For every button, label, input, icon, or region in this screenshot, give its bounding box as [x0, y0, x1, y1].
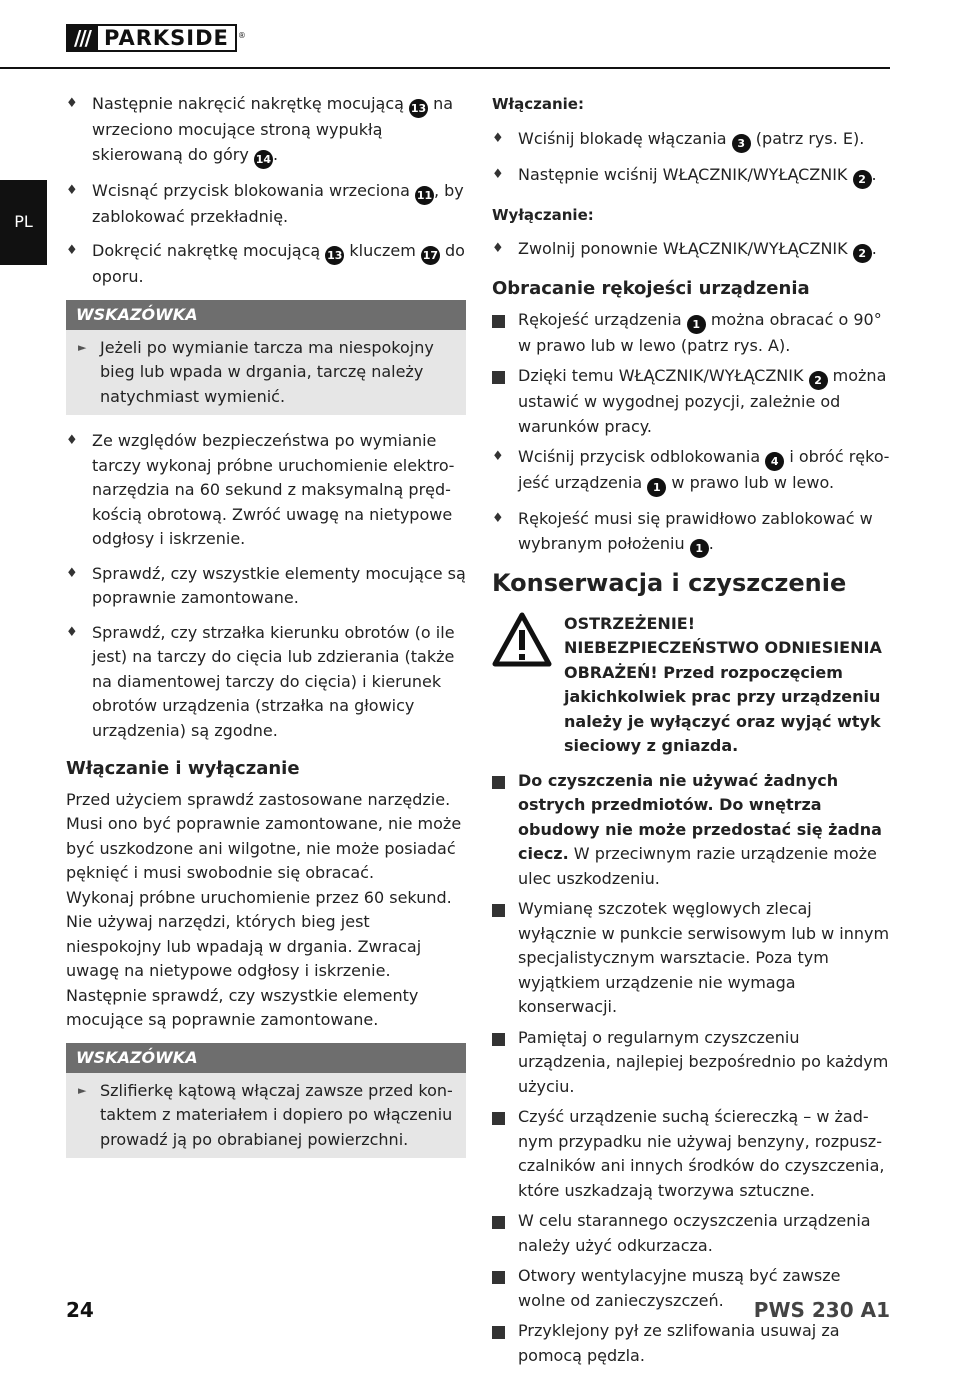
- list-item: Rękojeść urządzenia 1 można obracać o 90° w prawo lub w lewo (patrz rys. A).: [492, 308, 892, 359]
- list-item: ♦ Rękojeść musi się prawidłowo zablokować w wybranym położeniu 1 .: [492, 507, 892, 558]
- diamond-bullet-icon: ♦: [492, 241, 504, 256]
- section-heading: Włączanie i wyłączanie: [66, 758, 300, 779]
- note-text: Szlifierkę kątową włączaj zawsze przed kontaktem z materiałem i dopiero po włączeniu prowadź ją po obrabianej powierzchni.: [100, 1080, 453, 1149]
- list-item: ♦ Ze względów bezpieczeństwa po wymianie tarczy wykonaj próbne uruchomienie elektronarzędzia na 60 sekund z maksymalną prędkością obrotową. Zwróć uwagę na nietypowe odgłosy i iskrzenie.: [66, 431, 455, 548]
- left-column: [66, 92, 466, 1172]
- warning-triangle-icon: [492, 612, 552, 668]
- part-number-badge: 14: [254, 150, 273, 169]
- list-item: ♦ Wcisnąć przycisk blokowania wrzeciona 11 , by zablokować przekładnię.: [66, 180, 464, 226]
- square-bullet-icon: [492, 315, 505, 328]
- list-item: ♦ Wciśnij przycisk odblokowania 4 i obróć rękojeść urządzenia 1 w prawo lub w lewo.: [492, 445, 892, 497]
- diamond-bullet-icon: ♦: [492, 166, 504, 182]
- list-item: Przyklejony pył ze szlifowania usuwaj za pomocą pędzla.: [492, 1319, 892, 1368]
- chapter-heading: Konserwacja i czyszczenie: [492, 568, 847, 597]
- language-tab: [0, 180, 47, 265]
- subheading: Wyłączanie:: [492, 205, 594, 224]
- part-number-badge: 11: [415, 186, 434, 205]
- square-bullet-icon: [492, 904, 505, 917]
- paragraph: Wykonaj próbne uruchomienie przez 60 sekund. Nie używaj narzędzi, których bieg jest niespokojny lub wpadają w drgania. Zwracaj uwagę na nietypowe odgłosy i iskrzenie. Następnie sprawdź, czy wszystkie elementy mocujące są poprawnie zamontowane.: [66, 887, 452, 1029]
- model-name: PWS 230 A1: [753, 1298, 890, 1322]
- square-bullet-icon: [492, 371, 505, 384]
- square-bullet-icon: [492, 1326, 505, 1339]
- square-bullet-icon: [492, 1271, 505, 1284]
- square-bullet-icon: [492, 776, 505, 789]
- part-number-badge: 2: [809, 371, 828, 390]
- list-item: Wymianę szczotek węglowych zlecaj wyłącznie w punkcie serwisowym lub w innym specjalistycznym warsztacie. Poza tym wyjątkiem urządzenie nie wymaga konserwacji.: [492, 897, 892, 1020]
- diamond-bullet-icon: ♦: [66, 96, 78, 111]
- part-number-badge: 1: [690, 539, 709, 558]
- diamond-bullet-icon: ♦: [492, 511, 504, 526]
- list-item: W celu starannego oczyszczenia urządzenia należy użyć odkurzacza.: [492, 1209, 892, 1258]
- section-heading: Obracanie rękojeści urządzenia: [492, 278, 810, 299]
- warning-text: OSTRZEŻENIE! NIEBEZPIECZEŃSTWO ODNIESIENIA OBRAŻEŃ! Przed rozpoczęciem jakichkolwiek prac przy urządzeniu należy je wyłączyć oraz wyjąć wtyk sieciowy z gniazda.: [564, 613, 882, 755]
- language-code: PL: [14, 212, 33, 232]
- note-box: [66, 300, 466, 416]
- right-column: [492, 92, 892, 1374]
- part-number-badge: 2: [853, 244, 872, 263]
- logo-brand: PARKSIDE: [98, 24, 237, 52]
- diamond-bullet-icon: ♦: [492, 130, 504, 146]
- part-number-badge: 1: [647, 478, 666, 497]
- list-item: ♦ Sprawdź, czy wszystkie elementy mocujące są poprawnie zamontowane.: [66, 563, 466, 607]
- logo-registered: ®: [237, 31, 246, 40]
- paragraph: Przed użyciem sprawdź zastosowane narzędzie. Musi ono być poprawnie zamontowane, nie może być uszkodzone ani wilgotne, nie może posiadać pęknięć i musi swobodnie się obracać.: [66, 789, 462, 882]
- part-number-badge: 3: [732, 134, 751, 153]
- note-title: WSKAZÓWKA: [66, 1043, 466, 1073]
- triangle-right-icon: ►: [78, 1083, 87, 1097]
- square-bullet-icon: [492, 1033, 505, 1046]
- part-number-badge: 4: [765, 452, 784, 471]
- part-number-badge: 17: [421, 246, 440, 265]
- note-title: WSKAZÓWKA: [66, 300, 466, 330]
- subheading: Włączanie:: [492, 95, 584, 113]
- diamond-bullet-icon: ♦: [66, 243, 78, 258]
- list-item: ♦ Zwolnij ponownie WŁĄCZNIK/WYŁĄCZNIK 2 .: [492, 237, 892, 263]
- warning-block: [492, 612, 892, 759]
- list-item: Do czyszczenia nie używać żadnych ostrych przedmiotów. Do wnętrza obudowy nie może przedostać się żadna ciecz. W przeciwnym razie urządzenie może ulec uszkodzeniu.: [492, 769, 892, 892]
- list-item: ♦ Następnie wciśnij WŁĄCZNIK/WYŁĄCZNIK 2 .: [492, 163, 892, 189]
- square-bullet-icon: [492, 1216, 505, 1229]
- list-item: Pamiętaj o regularnym czyszczeniu urządzenia, najlepiej bezpośrednio po każdym użyciu.: [492, 1026, 892, 1100]
- diamond-bullet-icon: ♦: [66, 624, 78, 640]
- list-item: Dzięki temu WŁĄCZNIK/WYŁĄCZNIK 2 można ustawić w wygodnej pozycji, zależnie od warunków pracy.: [492, 364, 892, 439]
- list-item: Czyść urządzenie suchą ściereczką – w żadnym przypadku nie używaj benzyny, rozpuszczalników ani innych środków do czyszczenia, które uszkadzają tworzywa sztuczne.: [492, 1105, 892, 1203]
- list-item: Otwory wentylacyjne muszą być zawsze wolne od zanieczyszczeń.: [492, 1264, 892, 1313]
- page-number: 24: [66, 1298, 94, 1322]
- list-item: ♦ Dokręcić nakrętkę mocującą 13 kluczem 17 do oporu.: [66, 241, 465, 286]
- diamond-bullet-icon: ♦: [66, 182, 78, 198]
- logo-slashes: ///: [66, 24, 98, 52]
- header-rule: [0, 67, 890, 69]
- part-number-badge: 13: [409, 99, 428, 118]
- parkside-logo: [66, 24, 246, 52]
- list-item: ♦ Sprawdź, czy strzałka kierunku obrotów (o ile jest) na tarczy do cięcia lub zdzierania (także na diamentowej tarczy do cięcia) i kierunek obrotów urządzenia (strzałka na głowicy urządzenia) są zgodne.: [66, 622, 455, 740]
- part-number-badge: 13: [325, 246, 344, 265]
- list-item: ♦ Wciśnij blokadę włączania 3 (patrz rys. E).: [492, 127, 892, 153]
- diamond-bullet-icon: ♦: [492, 449, 504, 464]
- diamond-bullet-icon: ♦: [66, 565, 78, 581]
- triangle-right-icon: ►: [78, 340, 87, 354]
- part-number-badge: 1: [687, 315, 706, 334]
- part-number-badge: 2: [853, 170, 872, 189]
- list-item: ♦ Następnie nakręcić nakrętkę mocującą 13 na wrzeciono mocujące stroną wypukłą skierowaną do góry 14 .: [66, 92, 466, 169]
- note-text: Jeżeli po wymianie tarcza ma niespokojny bieg lub wpada w drgania, tarczę należy natychmiast wymienić.: [100, 337, 434, 406]
- square-bullet-icon: [492, 1112, 505, 1125]
- diamond-bullet-icon: ♦: [66, 433, 78, 448]
- note-box: [66, 1043, 466, 1159]
